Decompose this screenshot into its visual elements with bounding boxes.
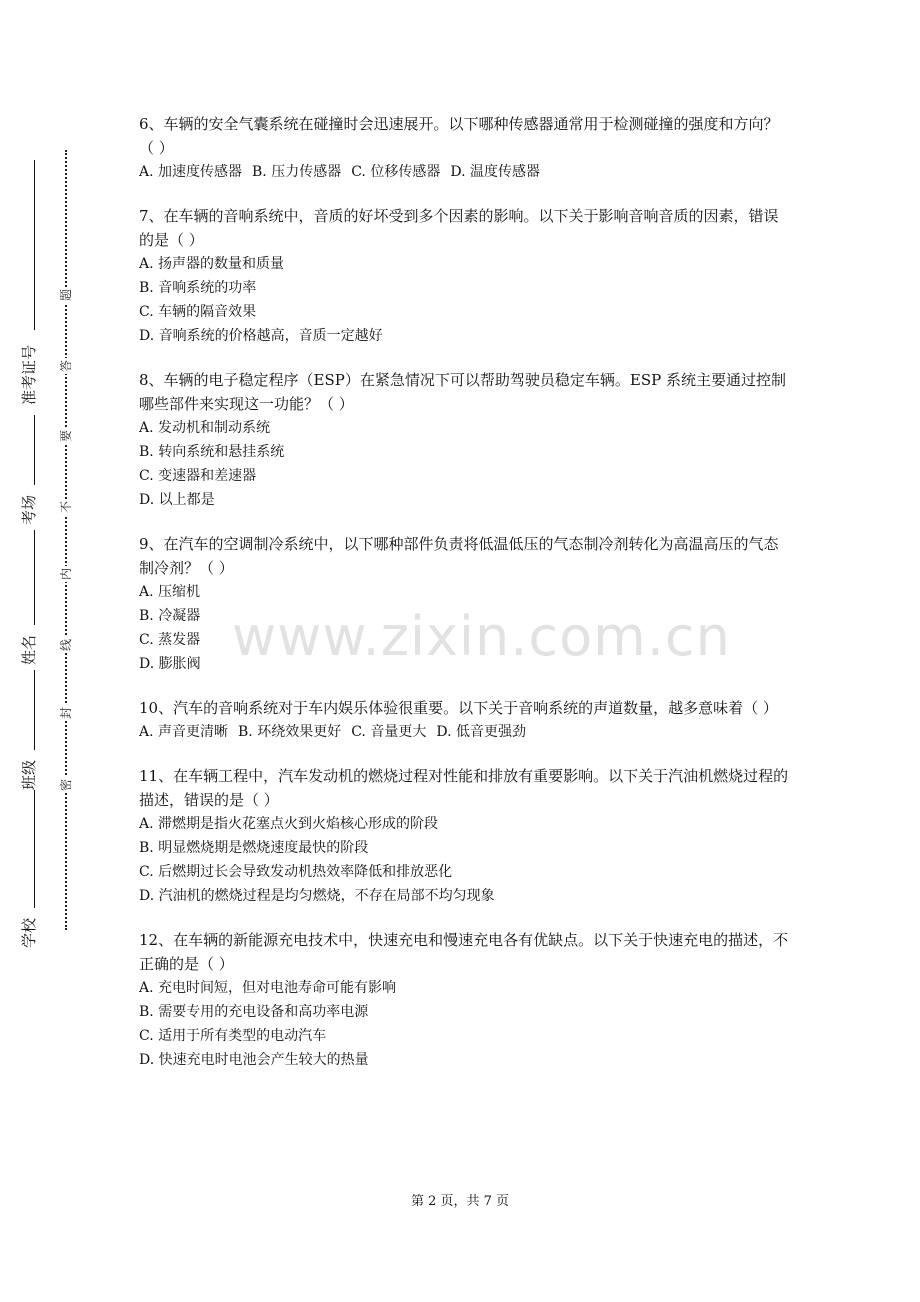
admission-number-label: 准考证号 [20, 344, 38, 405]
option-a: A. 滞燃期是指火花塞点火到火焰核心形成的阶段 [139, 816, 439, 832]
question-stem: 11、在车辆工程中，汽车发动机的燃烧过程对性能和排放有重要影响。以下关于汽油机燃烧过程的描述，错误的是（ ） [139, 767, 789, 809]
option-a: A. 发动机和制动系统 [139, 420, 271, 436]
school-underline [34, 790, 35, 908]
question-list [139, 112, 789, 1092]
school-label: 学校 [20, 917, 38, 948]
seal-char: 线 [59, 639, 73, 652]
option-d: D. 温度传感器 [450, 164, 540, 180]
question-7 [139, 204, 789, 348]
watermark: www.zixin.com.cn [232, 605, 731, 668]
question-6 [139, 112, 789, 184]
page-footer: 第 2 页，共 7 页 [410, 1194, 510, 1209]
question-8 [139, 368, 789, 512]
option-c: C. 位移传感器 [351, 164, 441, 180]
option-a: A. 扬声器的数量和质量 [139, 256, 285, 272]
option-c: C. 变速器和差速器 [139, 468, 257, 484]
admission-number-underline [34, 160, 35, 330]
option-a: A. 声音更清晰 [139, 724, 229, 740]
option-b: B. 音响系统的功率 [139, 280, 257, 296]
question-stem: 12、在车辆的新能源充电技术中，快速充电和慢速充电各有优缺点。以下关于快速充电的描述，不正确的是（ ） [139, 931, 789, 973]
seal-char: 密 [59, 779, 73, 792]
option-b: B. 转向系统和悬挂系统 [139, 444, 285, 460]
question-stem: 7、在车辆的音响系统中，音质的好坏受到多个因素的影响。以下关于影响音响音质的因素，错误的是（ ） [139, 207, 779, 249]
class-label: 班级 [20, 759, 38, 790]
option-d: D. 快速充电时电池会产生较大的热量 [139, 1052, 369, 1068]
name-label: 姓名 [20, 634, 38, 665]
question-stem: 9、在汽车的空调制冷系统中，以下哪种部件负责将低温低压的气态制冷剂转化为高温高压的气态制冷剂？（ ） [139, 535, 779, 577]
question-9 [139, 532, 789, 676]
seal-char: 内 [59, 568, 73, 581]
option-b: B. 明显燃烧期是燃烧速度最快的阶段 [139, 840, 369, 856]
option-b: B. 环绕效果更好 [238, 724, 342, 740]
seal-char: 要 [59, 430, 73, 443]
seal-char: 不 [59, 501, 73, 514]
name-underline [34, 530, 35, 625]
option-d: D. 膨胀阀 [139, 656, 201, 672]
option-d: D. 低音更强劲 [436, 724, 526, 740]
option-b: B. 冷凝器 [139, 608, 201, 624]
question-stem: 8、车辆的电子稳定程序（ESP）在紧急情况下可以帮助驾驶员稳定车辆。ESP 系统主要通过控制哪些部件来实现这一功能？（ ） [139, 371, 786, 413]
option-c: C. 音量更大 [351, 724, 427, 740]
option-c: C. 后燃期过长会导致发动机热效率降低和排放恶化 [139, 864, 453, 880]
option-c: C. 蒸发器 [139, 632, 201, 648]
question-12 [139, 928, 789, 1072]
class-underline [34, 670, 35, 750]
exam-room-label: 考场 [20, 494, 38, 525]
question-11 [139, 764, 789, 908]
seal-char: 题 [59, 289, 73, 302]
option-b: B. 需要专用的充电设备和高功率电源 [139, 1004, 369, 1020]
option-d: D. 以上都是 [139, 492, 215, 508]
option-a: A. 压缩机 [139, 584, 201, 600]
seal-char: 答 [59, 360, 73, 373]
question-stem: 6、车辆的安全气囊系统在碰撞时会迅速展开。以下哪种传感器通常用于检测碰撞的强度和方向？（ ） [139, 115, 779, 157]
option-d: D. 音响系统的价格越高，音质一定越好 [139, 328, 383, 344]
option-c: C. 适用于所有类型的电动汽车 [139, 1028, 327, 1044]
option-b: B. 压力传感器 [252, 164, 342, 180]
seal-dotted-line [65, 150, 67, 930]
option-a: A. 充电时间短，但对电池寿命可能有影响 [139, 980, 397, 996]
option-c: C. 车辆的隔音效果 [139, 304, 257, 320]
question-10 [139, 696, 789, 744]
exam-room-underline [34, 415, 35, 485]
options-row [139, 160, 789, 184]
option-a: A. 加速度传感器 [139, 164, 243, 180]
option-d: D. 汽油机的燃烧过程是均匀燃烧，不存在局部不均匀现象 [139, 888, 495, 904]
question-stem: 10、汽车的音响系统对于车内娱乐体验很重要。以下关于音响系统的声道数量，越多意味着（ ） [139, 699, 778, 717]
options-row [139, 720, 789, 744]
seal-char: 封 [59, 707, 73, 720]
